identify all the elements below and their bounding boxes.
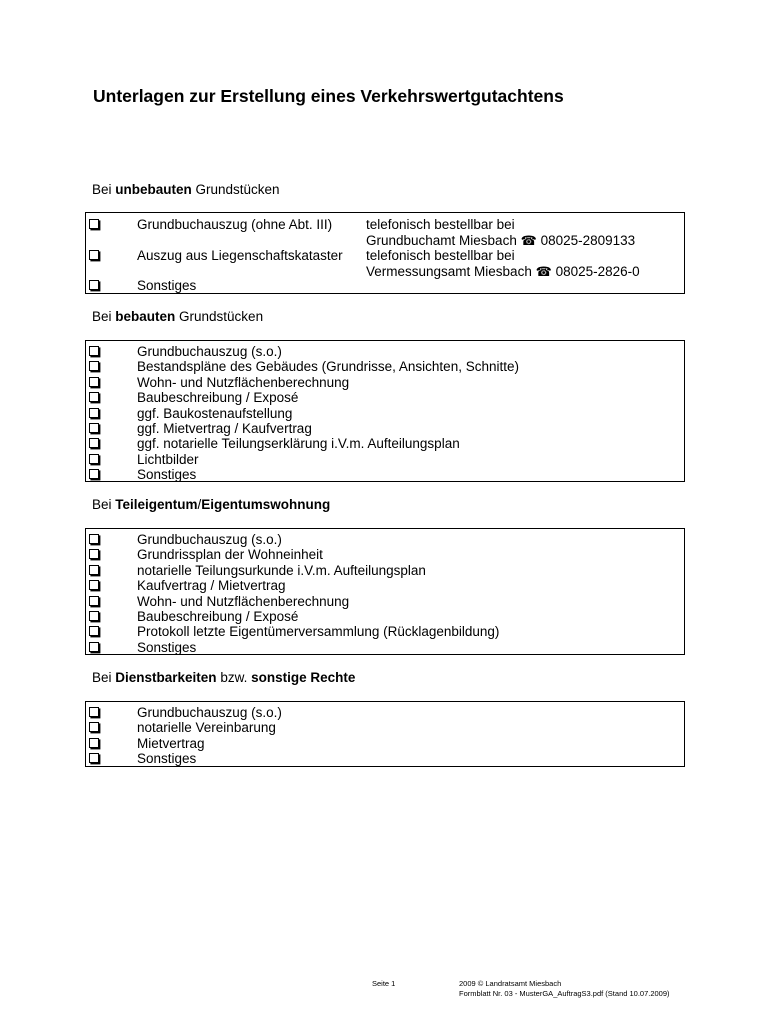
heading-bold-text: bebauten — [115, 309, 176, 324]
item-label: Sonstiges — [137, 751, 197, 767]
checklist-box-teileigentum — [85, 528, 685, 655]
heading-text: Bei — [92, 309, 116, 324]
document-title: Unterlagen zur Erstellung eines Verkehrswertgutachtens — [93, 86, 564, 106]
contact-line — [366, 233, 635, 249]
heading-bold-text: Eigentumswohnung — [201, 497, 331, 512]
heading-text: Bei — [92, 670, 116, 685]
item-label: Grundbuchauszug (s.o.) — [137, 344, 282, 359]
checkbox[interactable] — [89, 565, 99, 575]
phone-number: 08025-2826-0 — [555, 263, 640, 279]
item-label: ggf. notarielle Teilungserklärung i.V.m. Aufteilungsplan — [137, 436, 460, 452]
checkbox[interactable] — [89, 738, 99, 748]
heading-text: Grundstücken — [191, 182, 280, 197]
checkbox[interactable] — [89, 534, 99, 544]
footer-form-id: Formblatt Nr. 03 - MusterGA_AuftragS3.pdf (Stand 10.07.2009) — [459, 989, 670, 998]
section-heading-dienstbarkeiten — [92, 670, 355, 685]
heading-text: Bei — [92, 497, 116, 512]
item-label: ggf. Mietvertrag / Kaufvertrag — [137, 421, 312, 436]
item-label: Mietvertrag — [137, 735, 205, 751]
checkbox[interactable] — [89, 549, 99, 559]
contact-line: telefonisch bestellbar bei — [366, 217, 515, 232]
office-name: Vermessungsamt Miesbach — [366, 263, 532, 279]
checkbox[interactable] — [89, 392, 99, 402]
item-label: Sonstiges — [137, 278, 197, 293]
phone-number: 08025-2809133 — [540, 232, 636, 248]
footer-copyright: 2009 © Landratsamt Miesbach — [459, 979, 562, 988]
item-label: Grundbuchauszug (s.o.) — [137, 532, 282, 547]
item-label: Protokoll letzte Eigentümerversammlung (Rücklagenbildung) — [137, 624, 500, 640]
checklist-box-dienstbarkeiten — [85, 701, 685, 767]
item-label: Wohn- und Nutzflächenberechnung — [137, 593, 350, 609]
checkbox[interactable] — [89, 580, 99, 590]
checkbox[interactable] — [89, 219, 99, 229]
item-label: notarielle Teilungsurkunde i.V.m. Aufteilungsplan — [137, 562, 426, 578]
section-heading-teileigentum — [92, 497, 330, 512]
contact-line — [366, 264, 640, 280]
checkbox[interactable] — [89, 722, 99, 732]
heading-text: Bei — [92, 182, 116, 197]
section-heading-unbebaut — [92, 182, 280, 197]
checkbox[interactable] — [89, 423, 99, 433]
item-label: Grundbuchauszug (ohne Abt. III) — [137, 217, 333, 232]
item-label: Sonstiges — [137, 467, 197, 483]
checkbox[interactable] — [89, 346, 99, 356]
checkbox[interactable] — [89, 280, 99, 290]
section-heading-bebaut — [92, 309, 263, 324]
office-name: Grundbuchamt Miesbach — [366, 232, 517, 248]
checkbox[interactable] — [89, 753, 99, 763]
heading-bold-text: unbebauten — [115, 182, 192, 197]
item-label: notarielle Vereinbarung — [137, 720, 276, 736]
checkbox[interactable] — [89, 611, 99, 621]
phone-icon: ☎ — [520, 232, 537, 248]
checkbox[interactable] — [89, 642, 99, 652]
checkbox[interactable] — [89, 469, 99, 479]
item-label: Bestandspläne des Gebäudes (Grundrisse, Ansichten, Schnitte) — [137, 359, 519, 375]
item-label: Auszug aus Liegenschaftskataster — [137, 248, 343, 263]
heading-bold-text: Dienstbarkeiten — [115, 670, 217, 685]
heading-text: Grundstücken — [175, 309, 264, 324]
heading-text: bzw. — [216, 670, 252, 685]
heading-bold-text: sonstige Rechte — [251, 670, 356, 685]
heading-text: / — [197, 497, 202, 512]
item-label: Kaufvertrag / Mietvertrag — [137, 578, 286, 594]
page-number: Seite 1 — [372, 979, 396, 988]
checkbox[interactable] — [89, 626, 99, 636]
checklist-box-bebaut — [85, 340, 685, 482]
checkbox[interactable] — [89, 361, 99, 371]
item-label: Wohn- und Nutzflächenberechnung — [137, 374, 350, 390]
checkbox[interactable] — [89, 454, 99, 464]
item-label: Lichtbilder — [137, 451, 199, 467]
checkbox[interactable] — [89, 707, 99, 717]
item-label: Grundrissplan der Wohneinheit — [137, 547, 323, 563]
contact-line: telefonisch bestellbar bei — [366, 248, 515, 263]
checklist-box-unbebaut — [85, 212, 685, 294]
checkbox[interactable] — [89, 377, 99, 387]
item-label: Baubeschreibung / Exposé — [137, 390, 299, 406]
checkbox[interactable] — [89, 408, 99, 418]
item-label: Sonstiges — [137, 639, 197, 655]
checkbox[interactable] — [89, 438, 99, 448]
phone-icon: ☎ — [535, 263, 552, 279]
item-label: Grundbuchauszug (s.o.) — [137, 705, 282, 720]
item-label: ggf. Baukostenaufstellung — [137, 405, 293, 421]
heading-bold-text: Teileigentum — [115, 497, 198, 512]
item-label: Baubeschreibung / Exposé — [137, 609, 299, 624]
checkbox[interactable] — [89, 250, 99, 260]
checkbox[interactable] — [89, 596, 99, 606]
